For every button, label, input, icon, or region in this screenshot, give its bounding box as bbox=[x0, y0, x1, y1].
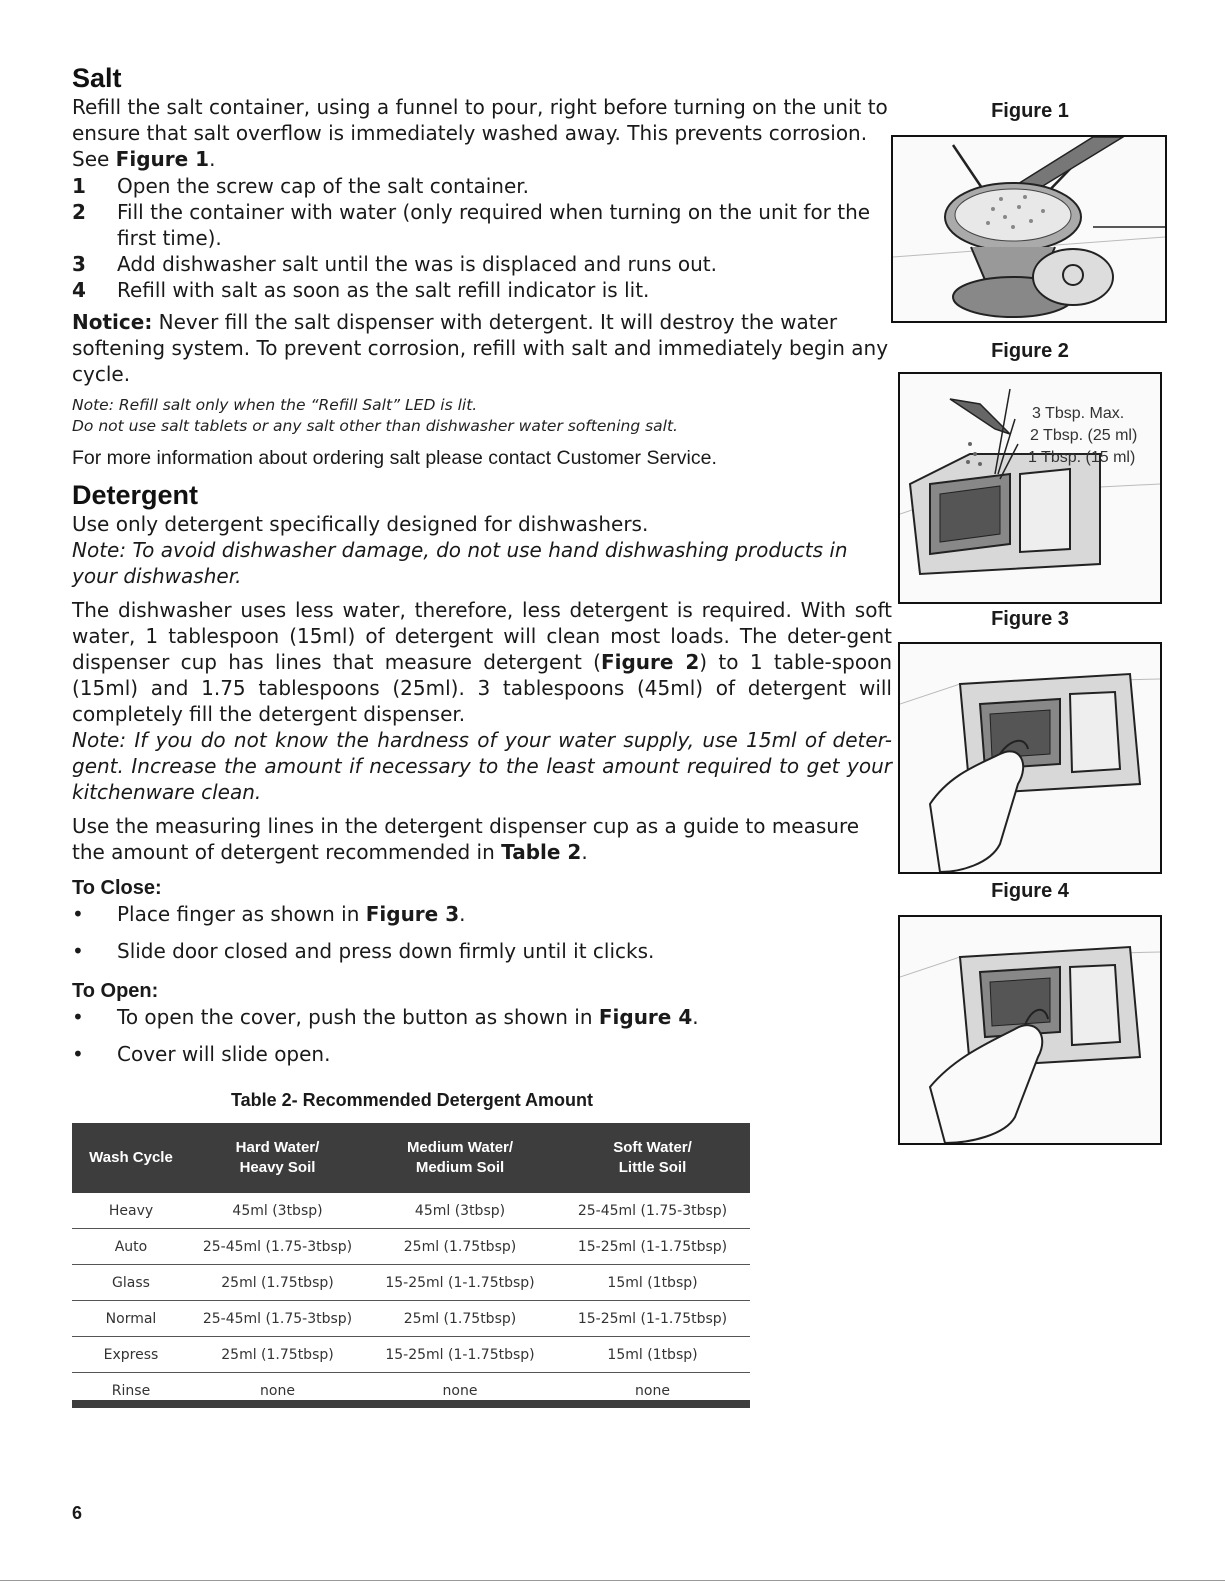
header-text: Little Soil bbox=[618, 1159, 687, 1176]
closing-finger-illustration bbox=[900, 644, 1160, 872]
table-2-ref: Table 2 bbox=[501, 840, 582, 864]
bullet: • bbox=[72, 939, 84, 963]
salt-step-4 bbox=[72, 277, 892, 303]
bullet-end: . bbox=[459, 902, 466, 926]
figure-4-ref: Figure 4 bbox=[598, 1005, 693, 1029]
fig2-label-25ml: 2 Tbsp. (25 ml) bbox=[1030, 427, 1138, 444]
notice-label: Notice: bbox=[72, 310, 153, 334]
detergent-heading: Detergent bbox=[72, 480, 199, 510]
cell-hard: 25ml (1.75tbsp) bbox=[190, 1265, 365, 1301]
table-bottom-bar bbox=[72, 1400, 750, 1408]
figure-1-image bbox=[891, 135, 1167, 323]
to-close-bullet-2 bbox=[72, 938, 892, 964]
salt-intro-end: . bbox=[209, 147, 216, 171]
bullet-text: Slide door closed and press down firmly until it clicks. bbox=[117, 939, 655, 963]
table-row bbox=[72, 1265, 750, 1301]
page-bottom-rule bbox=[0, 1580, 1225, 1581]
cell-soft: 15-25ml (1-1.75tbsp) bbox=[555, 1301, 750, 1337]
salt-notice bbox=[72, 309, 892, 387]
header-text: Heavy Soil bbox=[239, 1159, 316, 1176]
detergent-line-1: Use only detergent specifically designed for dishwashers. bbox=[72, 512, 649, 536]
table-row bbox=[72, 1193, 750, 1229]
cell-cycle: Normal bbox=[72, 1301, 190, 1337]
header-soft-water bbox=[555, 1123, 750, 1193]
salt-note-2: Do not use salt tablets or any salt other than dishwasher water softening salt. bbox=[72, 417, 678, 435]
detergent-dispenser-illustration bbox=[900, 374, 1160, 602]
header-text: Medium Soil bbox=[415, 1159, 505, 1176]
bullet: • bbox=[72, 902, 84, 926]
bullet: • bbox=[72, 1005, 84, 1029]
header-text: Medium Water/ bbox=[406, 1139, 514, 1156]
table-row bbox=[72, 1337, 750, 1373]
cell-medium: 25ml (1.75tbsp) bbox=[365, 1301, 555, 1337]
bullet: • bbox=[72, 1042, 84, 1066]
cell-cycle: Auto bbox=[72, 1229, 190, 1265]
fig2-label-15ml: 1 Tbsp. (15 ml) bbox=[1028, 449, 1136, 466]
bullet-text: To open the cover, push the button as shown in bbox=[117, 1005, 599, 1029]
figure-1-caption: Figure 1 bbox=[991, 100, 1069, 122]
figure-2-caption: Figure 2 bbox=[991, 340, 1069, 362]
detergent-table bbox=[72, 1123, 750, 1408]
cell-cycle: Rinse bbox=[111, 1382, 151, 1399]
cell-soft: 15ml (1tbsp) bbox=[555, 1337, 750, 1373]
bullet-text: Place finger as shown in bbox=[117, 902, 366, 926]
detergent-note-1: Note: To avoid dishwasher damage, do not use hand dishwashing products in your dishwasher. bbox=[72, 538, 848, 588]
step-text: Refill with salt as soon as the salt refill indicator is lit. bbox=[117, 278, 650, 302]
fig2-label-max: 3 Tbsp. Max. bbox=[1032, 405, 1125, 422]
step-text: Open the screw cap of the salt container. bbox=[117, 174, 530, 198]
salt-intro-text: Refill the salt container, using a funnel to pour, right before turning on the unit to ensure that salt overflow is immediately washed away. This prevents corrosion. See bbox=[72, 95, 888, 171]
measure-text: Use the measuring lines in the detergent dispenser cup as a guide to measure the amount of detergent recommended in bbox=[72, 814, 860, 864]
detergent-note-2: Note: If you do not know the hardness of your water supply, use 15ml of deter-gent. Increase the amount if necessary to the least amount required to get your kitchenware clean. bbox=[72, 728, 892, 804]
to-open-heading: To Open: bbox=[72, 980, 159, 1002]
cell-hard: 45ml (3tbsp) bbox=[190, 1193, 365, 1229]
figure-3-image bbox=[898, 642, 1162, 874]
cell-medium: 45ml (3tbsp) bbox=[365, 1193, 555, 1229]
figure-3-ref: Figure 3 bbox=[365, 902, 460, 926]
cell-hard: 25-45ml (1.75-3tbsp) bbox=[190, 1301, 365, 1337]
table-row bbox=[72, 1229, 750, 1265]
cell-soft: none bbox=[635, 1382, 670, 1399]
page-number: 6 bbox=[72, 1503, 83, 1523]
figure-2-image bbox=[898, 372, 1162, 604]
bullet-text: Cover will slide open. bbox=[117, 1042, 331, 1066]
salt-step-2 bbox=[72, 199, 892, 251]
salt-step-1 bbox=[72, 173, 892, 199]
step-number: 1 bbox=[72, 174, 86, 198]
salt-intro bbox=[72, 94, 892, 172]
salt-note-1: Note: Refill salt only when the “Refill Salt” LED is lit. bbox=[72, 396, 478, 414]
detergent-paragraph-a: The dishwasher uses less water, therefore, less detergent is required. With soft water, 1 tablespoon (15ml) of detergent will clean most loads. The deter-gent dispenser cup has lines that measure detergent ( bbox=[72, 598, 892, 674]
figure-3-caption: Figure 3 bbox=[991, 608, 1069, 630]
measure-end: . bbox=[581, 840, 588, 864]
step-text: Fill the container with water (only required when turning on the unit for the first time). bbox=[117, 200, 871, 250]
cell-medium: none bbox=[442, 1382, 478, 1399]
table-header-row bbox=[72, 1123, 750, 1193]
header-text: Wash Cycle bbox=[89, 1149, 173, 1166]
cell-cycle: Glass bbox=[72, 1265, 190, 1301]
salt-heading: Salt bbox=[72, 63, 122, 93]
table-caption: Table 2- Recommended Detergent Amount bbox=[230, 1090, 594, 1110]
bullet-end: . bbox=[692, 1005, 699, 1029]
cell-soft: 25-45ml (1.75-3tbsp) bbox=[555, 1193, 750, 1229]
step-text: Add dishwasher salt until the was is displaced and runs out. bbox=[117, 252, 717, 276]
to-close-bullet-1 bbox=[72, 901, 892, 927]
figure-1-ref: Figure 1 bbox=[115, 147, 210, 171]
to-open-bullet-2 bbox=[72, 1041, 892, 1067]
step-number: 2 bbox=[72, 200, 86, 224]
detergent-measure bbox=[72, 813, 892, 865]
header-hard-water bbox=[190, 1123, 365, 1193]
cell-hard: none bbox=[260, 1382, 295, 1399]
salt-more-info: For more information about ordering salt please contact Customer Service. bbox=[72, 447, 717, 469]
step-number: 3 bbox=[72, 252, 86, 276]
header-medium-water bbox=[365, 1123, 555, 1193]
main-column bbox=[72, 62, 892, 1081]
to-close-heading: To Close: bbox=[72, 877, 162, 899]
opening-button-illustration bbox=[900, 917, 1160, 1143]
cell-medium: 15-25ml (1-1.75tbsp) bbox=[365, 1337, 555, 1373]
to-open-bullet-1 bbox=[72, 1004, 892, 1030]
cell-cycle: Express bbox=[72, 1337, 190, 1373]
header-text: Soft Water/ bbox=[613, 1139, 692, 1156]
detergent-paragraph bbox=[72, 597, 892, 727]
figure-2-ref: Figure 2 bbox=[600, 650, 700, 674]
cell-soft: 15-25ml (1-1.75tbsp) bbox=[555, 1229, 750, 1265]
step-number: 4 bbox=[72, 278, 86, 302]
notice-text: Never fill the salt dispenser with detergent. It will destroy the water softening system. To prevent corrosion, refill with salt and immediately begin any cycle. bbox=[72, 310, 889, 386]
cell-cycle: Heavy bbox=[72, 1193, 190, 1229]
cell-medium: 15-25ml (1-1.75tbsp) bbox=[365, 1265, 555, 1301]
cell-soft: 15ml (1tbsp) bbox=[555, 1265, 750, 1301]
table-row bbox=[72, 1301, 750, 1337]
salt-funnel-illustration bbox=[893, 137, 1165, 321]
figure-4-image bbox=[898, 915, 1162, 1145]
header-text: Hard Water/ bbox=[235, 1139, 320, 1156]
cell-hard: 25-45ml (1.75-3tbsp) bbox=[190, 1229, 365, 1265]
header-wash-cycle bbox=[72, 1123, 190, 1193]
detergent-paragraph-b: ) to 1 table-spoon (15ml) and 1.75 tablespoons (25ml). 3 tablespoons (45ml) of detergent will completely fill the detergent dispenser. bbox=[72, 650, 892, 726]
figure-4-caption: Figure 4 bbox=[991, 880, 1069, 902]
salt-step-3 bbox=[72, 251, 892, 277]
cell-medium: 25ml (1.75tbsp) bbox=[365, 1229, 555, 1265]
cell-hard: 25ml (1.75tbsp) bbox=[190, 1337, 365, 1373]
